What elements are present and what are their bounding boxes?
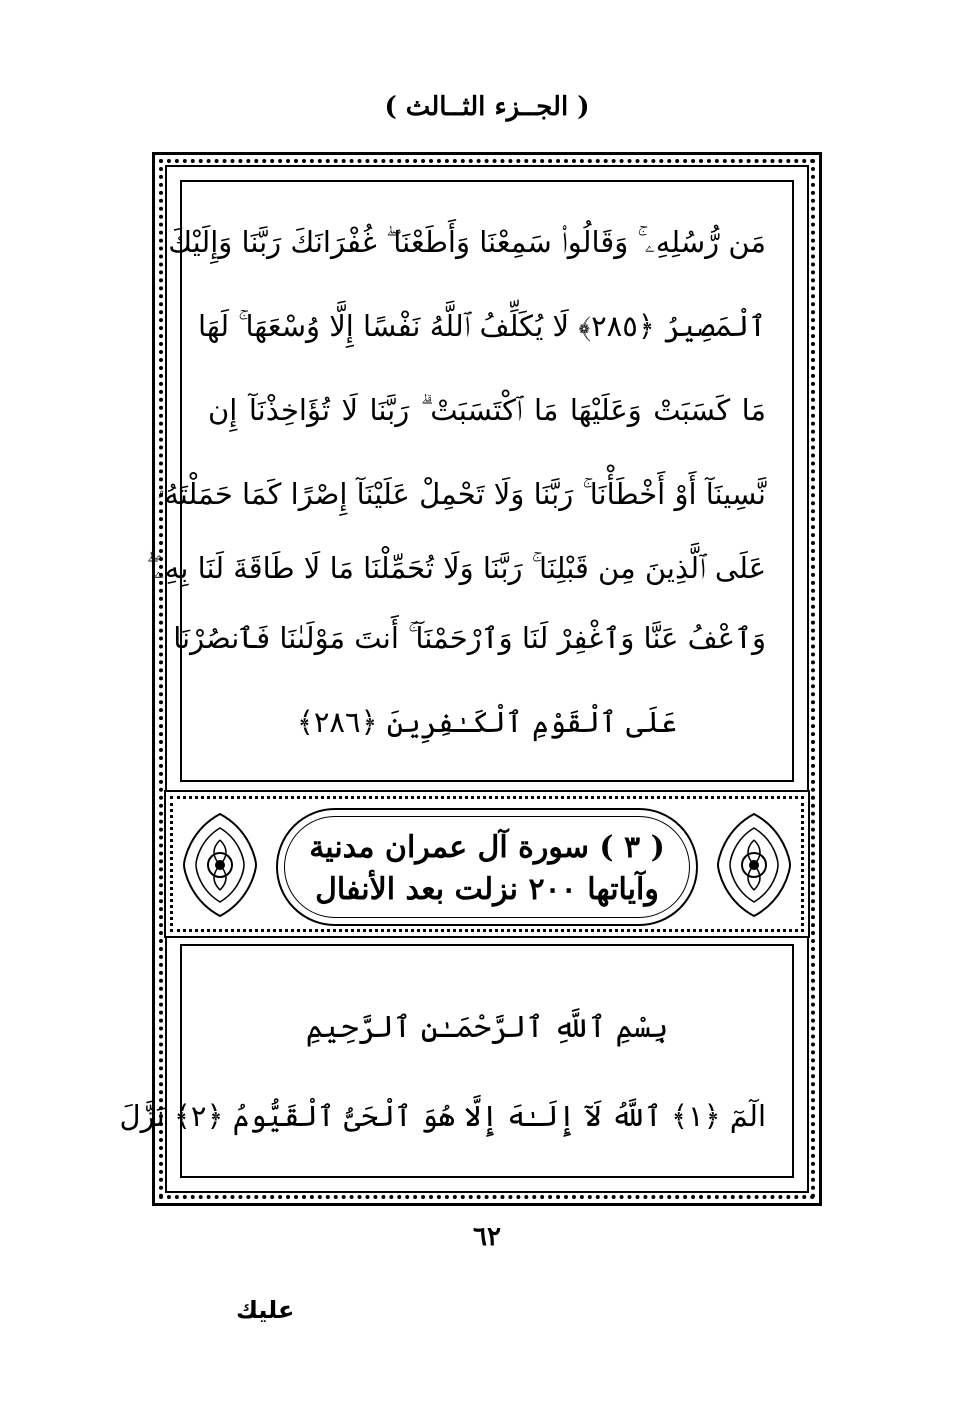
surah-cartouche bbox=[276, 808, 698, 926]
page-number: ٦٢ bbox=[473, 1222, 501, 1252]
verse-line: مَن رُّسُلِهِۦ ۚ وَقَالُوا۟ سَمِعْنَا وَأَطَعْنَا ۖ غُفْرَانَكَ رَبَّنَا وَإِلَيْكَ bbox=[168, 225, 766, 259]
verse-line: الٓمٓ ﴿١﴾ ٱللَّهُ لَآ إِلَـٰهَ إِلَّا هُوَ ٱلْحَىُّ ٱلْقَيُّومُ ﴿٢﴾ نَزَّلَ bbox=[119, 1099, 766, 1133]
verse-line: ٱلْمَصِيرُ ﴿٢٨٥﴾ لَا يُكَلِّفُ ٱللَّهُ نَفْسًا إِلَّا وُسْعَهَا ۚ لَهَا bbox=[198, 309, 766, 343]
surah-header-band bbox=[164, 790, 810, 938]
juz-header: ( الجــزء الثــالث ) bbox=[384, 92, 590, 122]
verse-line: عَلَى ٱلَّذِينَ مِن قَبْلِنَا ۚ رَبَّنَا وَلَا تُحَمِّلْنَا مَا لَا طَاقَةَ لَنَا بِهِۦ ۖ bbox=[146, 551, 766, 585]
verse-line-final: عَلَى ٱلْقَوْمِ ٱلْكَـٰفِرِينَ ﴿٢٨٦﴾ bbox=[296, 705, 678, 739]
surah-title: ( ٣ ) سورة آل عمران مدنية bbox=[309, 830, 665, 865]
verse-line: مَا كَسَبَتْ وَعَلَيْهَا مَا ٱكْتَسَبَتْ ۗ رَبَّنَا لَا تُؤَاخِذْنَآ إِن bbox=[208, 393, 766, 427]
verse-line: وَٱعْفُ عَنَّا وَٱغْفِرْ لَنَا وَٱرْحَمْنَآ ۚ أَنتَ مَوْلَىٰنَا فَٱنصُرْنَا bbox=[173, 621, 766, 655]
top-verse-panel bbox=[146, 180, 794, 782]
arabesque-ornament-icon bbox=[180, 810, 260, 920]
arabesque-ornament-icon bbox=[714, 810, 794, 920]
basmala: بِسْمِ ٱللَّهِ ٱلرَّحْمَـٰنِ ٱلرَّحِيمِ bbox=[305, 1010, 669, 1045]
surah-info: وآياتها ٢٠٠ نزلت بعد الأنفال bbox=[315, 872, 659, 907]
catchword: عليك bbox=[236, 1296, 295, 1324]
verse-line: نَّسِينَآ أَوْ أَخْطَأْنَا ۚ رَبَّنَا وَلَا تَحْمِلْ عَلَيْنَآ إِصْرًا كَمَا حَمَلْتَهُۥ bbox=[156, 477, 766, 511]
bottom-verse-panel bbox=[119, 944, 794, 1178]
